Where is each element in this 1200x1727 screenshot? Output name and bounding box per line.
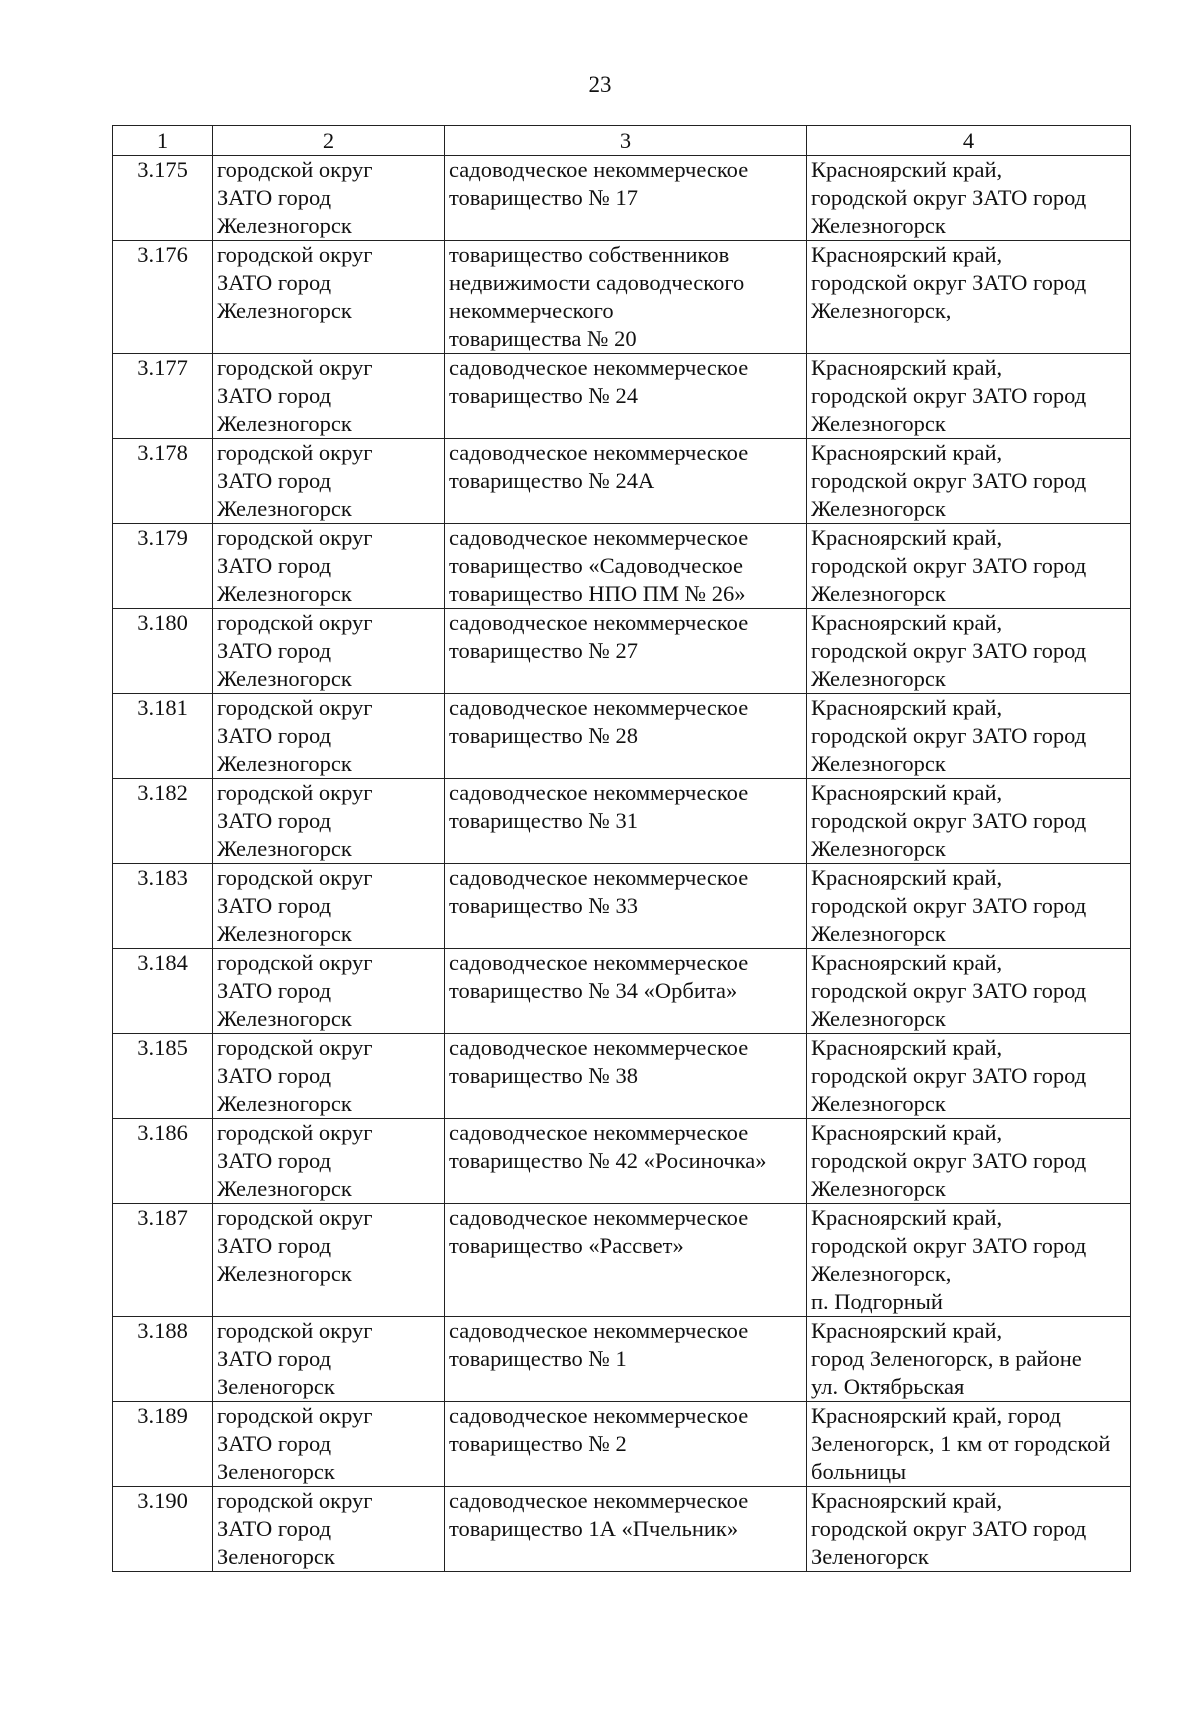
cell-text-line: Железногорск — [811, 666, 946, 691]
cell-text-line: городской округ — [217, 950, 373, 975]
table-row — [113, 694, 1131, 779]
table-row — [113, 439, 1131, 524]
cell-text-line: товарищество «Рассвет» — [449, 1233, 684, 1258]
row-number-cell: 3.186 — [113, 1119, 213, 1204]
cell-text-line: товарищество собственников — [449, 242, 730, 267]
table-row — [113, 1119, 1131, 1204]
cell-text-line: городской округ ЗАТО город — [811, 1233, 1087, 1258]
cell-text-line: садоводческое некоммерческое — [449, 440, 749, 465]
organization-cell — [445, 1204, 807, 1317]
cell-text-line: товарищество НПО ПМ № 26» — [449, 581, 746, 606]
cell-text-line: садоводческое некоммерческое — [449, 1318, 749, 1343]
row-number-cell: 3.178 — [113, 439, 213, 524]
cell-text-line: товарищество № 42 «Росиночка» — [449, 1148, 767, 1173]
cell-text-line: городской округ — [217, 1488, 373, 1513]
row-number-cell: 3.176 — [113, 241, 213, 354]
cell-text-line: городской округ ЗАТО город — [811, 808, 1087, 833]
cell-text-line: товарищество № 27 — [449, 638, 639, 663]
cell-text-line: товарищество № 17 — [449, 185, 639, 210]
table-row — [113, 1487, 1131, 1572]
organization-cell — [445, 354, 807, 439]
cell-text-line: ул. Октябрьская — [811, 1374, 965, 1399]
row-number-cell: 3.185 — [113, 1034, 213, 1119]
municipality-cell — [213, 1204, 445, 1317]
cell-text-line: ЗАТО город — [217, 978, 332, 1003]
location-cell — [807, 354, 1131, 439]
municipality-cell — [213, 1402, 445, 1487]
row-number-cell: 3.179 — [113, 524, 213, 609]
municipality-cell — [213, 949, 445, 1034]
cell-text-line: Железногорск — [811, 1176, 946, 1201]
municipality-cell — [213, 1487, 445, 1572]
cell-text-line: ЗАТО город — [217, 1516, 332, 1541]
row-number-cell: 3.177 — [113, 354, 213, 439]
cell-text-line: садоводческое некоммерческое — [449, 950, 749, 975]
location-cell — [807, 156, 1131, 241]
organization-cell — [445, 524, 807, 609]
cell-text-line: Железногорск, — [811, 1261, 952, 1286]
table-row — [113, 609, 1131, 694]
cell-text-line: ЗАТО город — [217, 1148, 332, 1173]
organization-cell — [445, 609, 807, 694]
cell-text-line: городской округ — [217, 157, 373, 182]
cell-text-line: ЗАТО город — [217, 270, 332, 295]
cell-text-line: Железногорск — [217, 751, 352, 776]
cell-text-line: городской округ ЗАТО город — [811, 468, 1087, 493]
cell-text-line: Железногорск — [811, 1091, 946, 1116]
location-cell — [807, 949, 1131, 1034]
location-cell — [807, 439, 1131, 524]
cell-text-line: садоводческое некоммерческое — [449, 1035, 749, 1060]
location-cell — [807, 694, 1131, 779]
cell-text-line: недвижимости садоводческого — [449, 270, 745, 295]
municipality-cell — [213, 864, 445, 949]
cell-text-line: городской округ — [217, 525, 373, 550]
location-cell — [807, 1034, 1131, 1119]
cell-text-line: Красноярский край, — [811, 525, 1003, 550]
cell-text-line: городской округ — [217, 1120, 373, 1145]
cell-text-line: Красноярский край, город — [811, 1403, 1061, 1428]
cell-text-line: садоводческое некоммерческое — [449, 1205, 749, 1230]
document-table — [112, 125, 1131, 1572]
cell-text-line: садоводческое некоммерческое — [449, 1488, 749, 1513]
table-row — [113, 1317, 1131, 1402]
cell-text-line: Зеленогорск — [217, 1374, 335, 1399]
municipality-cell — [213, 439, 445, 524]
cell-text-line: ЗАТО город — [217, 1063, 332, 1088]
row-number-cell: 3.190 — [113, 1487, 213, 1572]
municipality-cell — [213, 779, 445, 864]
cell-text-line: Железногорск — [217, 1006, 352, 1031]
cell-text-line: Зеленогорск — [217, 1459, 335, 1484]
cell-text-line: Железногорск — [217, 1176, 352, 1201]
cell-text-line: городской округ ЗАТО город — [811, 270, 1087, 295]
cell-text-line: городской округ ЗАТО город — [811, 723, 1087, 748]
cell-text-line: товарищество № 24А — [449, 468, 655, 493]
cell-text-line: городской округ — [217, 440, 373, 465]
row-number-cell: 3.183 — [113, 864, 213, 949]
cell-text-line: городской округ — [217, 242, 373, 267]
column-header-1: 1 — [113, 126, 213, 156]
organization-cell — [445, 439, 807, 524]
table-row — [113, 779, 1131, 864]
cell-text-line: Железногорск — [217, 836, 352, 861]
cell-text-line: Железногорск — [217, 411, 352, 436]
cell-text-line: Железногорск — [217, 921, 352, 946]
cell-text-line: ЗАТО город — [217, 383, 332, 408]
column-header-2: 2 — [213, 126, 445, 156]
cell-text-line: ЗАТО город — [217, 723, 332, 748]
cell-text-line: садоводческое некоммерческое — [449, 525, 749, 550]
cell-text-line: больницы — [811, 1459, 907, 1484]
header-row — [113, 126, 1131, 156]
cell-text-line: Железногорск — [811, 921, 946, 946]
cell-text-line: городской округ ЗАТО город — [811, 1516, 1087, 1541]
cell-text-line: городской округ ЗАТО город — [811, 185, 1087, 210]
cell-text-line: городской округ — [217, 695, 373, 720]
organization-cell — [445, 1487, 807, 1572]
cell-text-line: Железногорск — [217, 1091, 352, 1116]
cell-text-line: товарищество № 24 — [449, 383, 639, 408]
cell-text-line: некоммерческого — [449, 298, 614, 323]
cell-text-line: городской округ ЗАТО город — [811, 1063, 1087, 1088]
organization-cell — [445, 1317, 807, 1402]
cell-text-line: садоводческое некоммерческое — [449, 1120, 749, 1145]
cell-text-line: городской округ — [217, 1403, 373, 1428]
cell-text-line: Красноярский край, — [811, 950, 1003, 975]
cell-text-line: Красноярский край, — [811, 1488, 1003, 1513]
location-cell — [807, 1487, 1131, 1572]
table-row — [113, 864, 1131, 949]
cell-text-line: ЗАТО город — [217, 553, 332, 578]
cell-text-line: ЗАТО город — [217, 1233, 332, 1258]
organization-cell — [445, 864, 807, 949]
cell-text-line: Железногорск — [217, 666, 352, 691]
cell-text-line: Зеленогорск — [811, 1544, 929, 1569]
cell-text-line: ЗАТО город — [217, 893, 332, 918]
cell-text-line: Железногорск — [811, 836, 946, 861]
cell-text-line: Железногорск — [217, 213, 352, 238]
row-number-cell: 3.182 — [113, 779, 213, 864]
cell-text-line: Красноярский край, — [811, 780, 1003, 805]
organization-cell — [445, 241, 807, 354]
cell-text-line: Красноярский край, — [811, 440, 1003, 465]
cell-text-line: садоводческое некоммерческое — [449, 355, 749, 380]
row-number-cell: 3.184 — [113, 949, 213, 1034]
cell-text-line: городской округ ЗАТО город — [811, 383, 1087, 408]
municipality-cell — [213, 524, 445, 609]
location-cell — [807, 1402, 1131, 1487]
cell-text-line: товарищество № 1 — [449, 1346, 627, 1371]
cell-text-line: городской округ — [217, 610, 373, 635]
cell-text-line: Железногорск — [811, 1006, 946, 1031]
cell-text-line: садоводческое некоммерческое — [449, 695, 749, 720]
location-cell — [807, 779, 1131, 864]
organization-cell — [445, 949, 807, 1034]
municipality-cell — [213, 609, 445, 694]
cell-text-line: садоводческое некоммерческое — [449, 865, 749, 890]
municipality-cell — [213, 1034, 445, 1119]
cell-text-line: ЗАТО город — [217, 638, 332, 663]
cell-text-line: Красноярский край, — [811, 865, 1003, 890]
cell-text-line: товарищество № 2 — [449, 1431, 627, 1456]
cell-text-line: Железногорск — [217, 581, 352, 606]
cell-text-line: Железногорск — [811, 213, 946, 238]
municipality-cell — [213, 694, 445, 779]
cell-text-line: Красноярский край, — [811, 1205, 1003, 1230]
cell-text-line: городской округ ЗАТО город — [811, 978, 1087, 1003]
table-row — [113, 524, 1131, 609]
cell-text-line: товарищество № 33 — [449, 893, 639, 918]
table-row — [113, 949, 1131, 1034]
row-number-cell: 3.189 — [113, 1402, 213, 1487]
cell-text-line: садоводческое некоммерческое — [449, 157, 749, 182]
cell-text-line: товарищество № 34 «Орбита» — [449, 978, 738, 1003]
location-cell — [807, 609, 1131, 694]
cell-text-line: Железногорск — [811, 581, 946, 606]
cell-text-line: Красноярский край, — [811, 695, 1003, 720]
table-row — [113, 241, 1131, 354]
cell-text-line: Красноярский край, — [811, 1318, 1003, 1343]
organization-cell — [445, 779, 807, 864]
municipality-cell — [213, 354, 445, 439]
table-row — [113, 1402, 1131, 1487]
cell-text-line: городской округ ЗАТО город — [811, 893, 1087, 918]
cell-text-line: городской округ — [217, 865, 373, 890]
row-number-cell: 3.187 — [113, 1204, 213, 1317]
cell-text-line: городской округ — [217, 1318, 373, 1343]
cell-text-line: товарищество № 31 — [449, 808, 639, 833]
cell-text-line: городской округ ЗАТО город — [811, 638, 1087, 663]
cell-text-line: товарищество № 28 — [449, 723, 639, 748]
location-cell — [807, 864, 1131, 949]
cell-text-line: Железногорск — [811, 751, 946, 776]
cell-text-line: товарищество № 38 — [449, 1063, 639, 1088]
cell-text-line: городской округ ЗАТО город — [811, 1148, 1087, 1173]
organization-cell — [445, 1034, 807, 1119]
cell-text-line: п. Подгорный — [811, 1289, 943, 1314]
table-body — [113, 156, 1131, 1572]
cell-text-line: Красноярский край, — [811, 1120, 1003, 1145]
row-number-cell: 3.188 — [113, 1317, 213, 1402]
cell-text-line: город Зеленогорск, в районе — [811, 1346, 1082, 1371]
cell-text-line: Железногорск — [217, 1261, 352, 1286]
row-number-cell: 3.180 — [113, 609, 213, 694]
cell-text-line: садоводческое некоммерческое — [449, 1403, 749, 1428]
table-row — [113, 156, 1131, 241]
row-number-cell: 3.181 — [113, 694, 213, 779]
location-cell — [807, 1204, 1131, 1317]
page-number: 23 — [588, 72, 612, 97]
cell-text-line: товарищество 1А «Пчельник» — [449, 1516, 739, 1541]
cell-text-line: городской округ — [217, 355, 373, 380]
column-header-3: 3 — [445, 126, 807, 156]
table-row — [113, 1204, 1131, 1317]
cell-text-line: Красноярский край, — [811, 355, 1003, 380]
location-cell — [807, 524, 1131, 609]
location-cell — [807, 1317, 1131, 1402]
cell-text-line: товарищества № 20 — [449, 326, 637, 351]
cell-text-line: городской округ — [217, 1035, 373, 1060]
location-cell — [807, 241, 1131, 354]
cell-text-line: ЗАТО город — [217, 1346, 332, 1371]
cell-text-line: Железногорск — [217, 298, 352, 323]
municipality-cell — [213, 241, 445, 354]
column-header-4: 4 — [807, 126, 1131, 156]
cell-text-line: Железногорск, — [811, 298, 952, 323]
cell-text-line: Железногорск — [811, 496, 946, 521]
cell-text-line: ЗАТО город — [217, 468, 332, 493]
cell-text-line: городской округ ЗАТО город — [811, 553, 1087, 578]
cell-text-line: Красноярский край, — [811, 242, 1003, 267]
cell-text-line: Железногорск — [217, 496, 352, 521]
cell-text-line: Красноярский край, — [811, 1035, 1003, 1060]
municipality-cell — [213, 1317, 445, 1402]
organization-cell — [445, 1119, 807, 1204]
cell-text-line: Железногорск — [811, 411, 946, 436]
cell-text-line: ЗАТО город — [217, 185, 332, 210]
organization-cell — [445, 694, 807, 779]
municipality-cell — [213, 1119, 445, 1204]
municipality-cell — [213, 156, 445, 241]
table-row — [113, 354, 1131, 439]
cell-text-line: Красноярский край, — [811, 610, 1003, 635]
table-row — [113, 1034, 1131, 1119]
row-number-cell: 3.175 — [113, 156, 213, 241]
cell-text-line: Красноярский край, — [811, 157, 1003, 182]
cell-text-line: садоводческое некоммерческое — [449, 610, 749, 635]
location-cell — [807, 1119, 1131, 1204]
cell-text-line: садоводческое некоммерческое — [449, 780, 749, 805]
cell-text-line: товарищество «Садоводческое — [449, 553, 744, 578]
cell-text-line: городской округ — [217, 780, 373, 805]
organization-cell — [445, 1402, 807, 1487]
cell-text-line: ЗАТО город — [217, 1431, 332, 1456]
cell-text-line: городской округ — [217, 1205, 373, 1230]
cell-text-line: ЗАТО город — [217, 808, 332, 833]
organization-cell — [445, 156, 807, 241]
cell-text-line: Зеленогорск, 1 км от городской — [811, 1431, 1111, 1456]
cell-text-line: Зеленогорск — [217, 1544, 335, 1569]
